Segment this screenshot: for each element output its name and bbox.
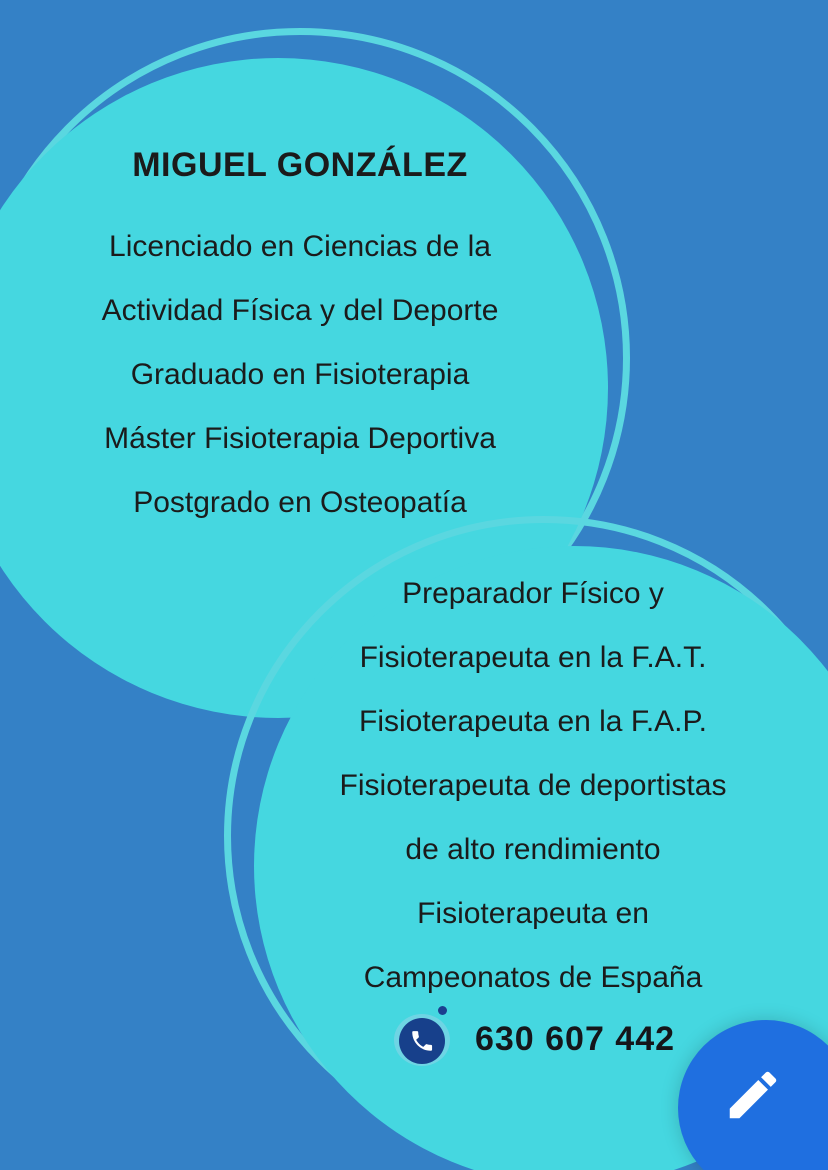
credential-line: Postgrado en Osteopatía (133, 486, 467, 519)
phone-icon (391, 1008, 453, 1070)
experience-line: Fisioterapeuta en la F.A.P. (359, 705, 707, 738)
phone-icon-disc (399, 1018, 445, 1064)
person-name: MIGUEL GONZÁLEZ (132, 146, 468, 184)
credential-line: Actividad Física y del Deporte (101, 294, 499, 327)
credentials-block (0, 146, 600, 535)
experience-line: Fisioterapeuta de deportistas (339, 769, 727, 802)
credential-line: Graduado en Fisioterapia (130, 358, 470, 391)
pencil-icon (722, 1064, 784, 1126)
experience-block (248, 562, 818, 1010)
phone-icon-dot (438, 1006, 447, 1015)
experience-line: Preparador Físico y (402, 577, 664, 610)
phone-number[interactable]: 630 607 442 (474, 1019, 676, 1058)
experience-line: Fisioterapeuta en (417, 897, 649, 930)
experience-line: Campeonatos de España (363, 961, 703, 994)
credential-line: Licenciado en Ciencias de la (109, 230, 491, 263)
credential-line: Máster Fisioterapia Deportiva (104, 422, 496, 455)
experience-line: de alto rendimiento (405, 833, 661, 866)
experience-line: Fisioterapeuta en la F.A.T. (359, 641, 707, 674)
